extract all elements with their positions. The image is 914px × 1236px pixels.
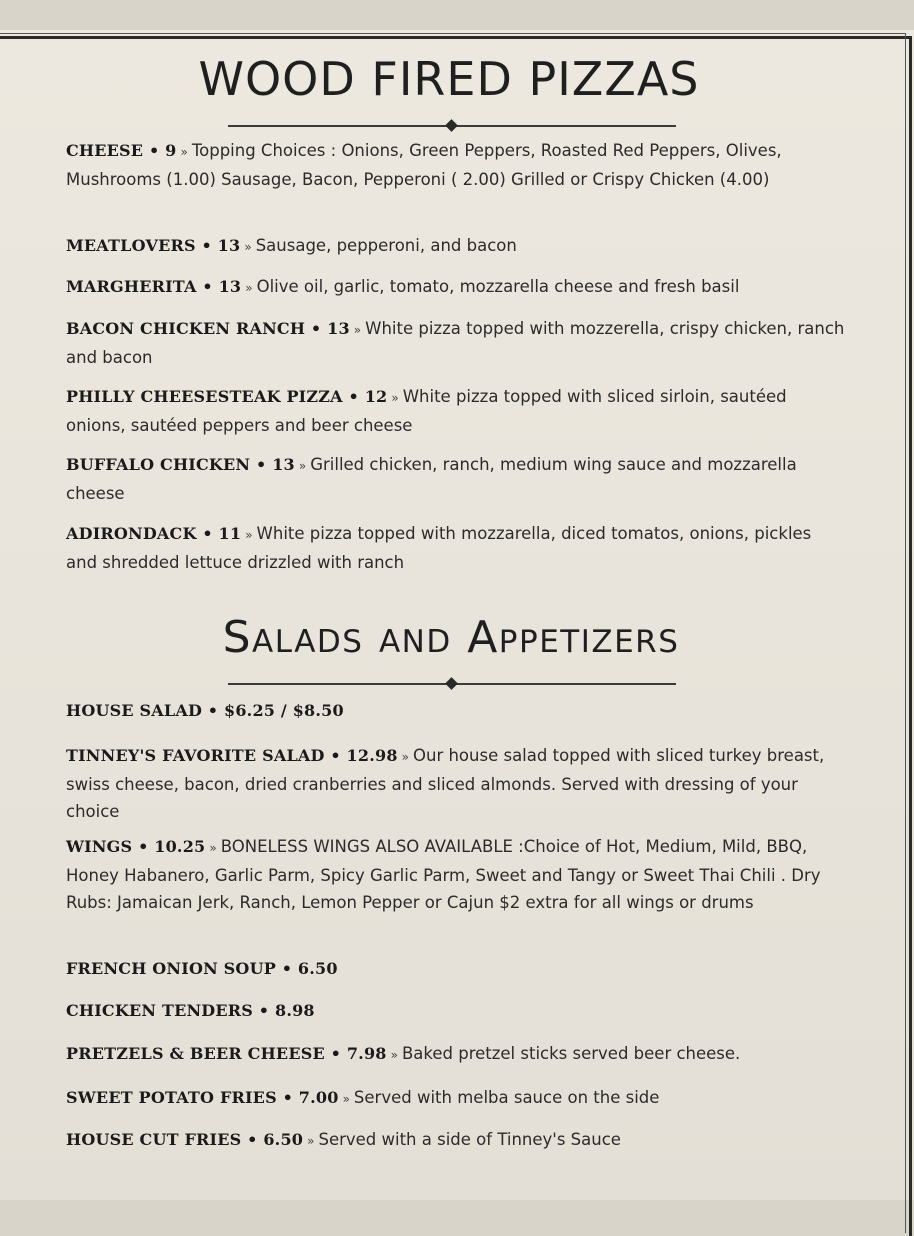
arrow-separator: » xyxy=(353,323,362,337)
arrow-separator: » xyxy=(401,750,409,764)
arrow-separator: » xyxy=(245,281,253,295)
item-name: SWEET POTATO FRIES • 7.00 xyxy=(66,1088,339,1107)
item-description: Served with a side of Tinney's Sauce xyxy=(318,1130,621,1149)
item-description: Served with melba sauce on the side xyxy=(353,1088,660,1107)
arrow-separator: » xyxy=(391,391,399,405)
item-name: CHICKEN TENDERS • 8.98 xyxy=(66,1001,315,1020)
item-name: FRENCH ONION SOUP • 6.50 xyxy=(66,959,338,978)
menu-item-french-onion-soup xyxy=(66,955,846,982)
menu-item-sweet-potato-fries xyxy=(66,1084,846,1113)
item-description: Topping Choices : Onions, Green Peppers, Roasted Red Peppers, Olives, Mushrooms (1.00) Sausage, Bacon, Pepperoni ( 2.00) Grilled or Crispy Chicken (4.00) xyxy=(66,141,782,189)
item-name: PRETZELS & BEER CHEESE • 7.98 xyxy=(66,1044,387,1063)
menu-item-house-cut-fries xyxy=(66,1126,846,1155)
arrow-separator: » xyxy=(180,145,188,159)
arrow-separator: » xyxy=(209,841,217,855)
arrow-separator: » xyxy=(244,240,252,254)
menu-item-bacon-chicken-ranch xyxy=(66,315,846,371)
item-description: Sausage, pepperoni, and bacon xyxy=(255,236,517,255)
item-name: BACON CHICKEN RANCH • 13 xyxy=(66,319,350,338)
section-title-salads: Salads and Appetizers xyxy=(222,612,680,663)
arrow-separator: » xyxy=(298,459,307,473)
item-name: CHEESE • 9 xyxy=(66,141,177,160)
menu-item-cheese xyxy=(66,137,846,193)
menu-item-tinneys-favorite-salad xyxy=(66,742,846,825)
item-description: White pizza topped with mozzarella, diced tomatos, onions, pickles and shredded lettuce drizzled with ranch xyxy=(66,524,812,572)
item-name: HOUSE CUT FRIES • 6.50 xyxy=(66,1130,304,1149)
divider-ornament xyxy=(228,120,676,132)
divider-ornament xyxy=(228,678,676,690)
menu-item-philly-cheesesteak xyxy=(66,383,846,439)
arrow-separator: » xyxy=(245,528,253,542)
arrow-separator: » xyxy=(390,1048,398,1062)
item-name: BUFFALO CHICKEN • 13 xyxy=(66,455,295,474)
menu-item-adirondack xyxy=(66,520,846,576)
arrow-separator: » xyxy=(307,1134,315,1148)
item-name: TINNEY'S FAVORITE SALAD • 12.98 xyxy=(66,746,398,765)
menu-item-house-salad xyxy=(66,697,846,724)
item-name: PHILLY CHEESESTEAK PIZZA • 12 xyxy=(66,387,388,406)
item-description: BONELESS WINGS ALSO AVAILABLE :Choice of Hot, Medium, Mild, BBQ, Honey Habanero, Garlic Parm, Spicy Garlic Parm, Sweet and Tangy or Sweet Thai Chili . Dry Rubs: Jamaican Jerk, Ranch, Lemon Pepper or Cajun $2 extra for all wings or drums xyxy=(66,837,821,912)
arrow-separator: » xyxy=(342,1092,350,1106)
item-description: Baked pretzel sticks served beer cheese. xyxy=(401,1044,741,1063)
menu-item-margherita xyxy=(66,273,846,302)
menu-item-pretzels-beer-cheese xyxy=(66,1040,846,1069)
item-name: MARGHERITA • 13 xyxy=(66,277,242,296)
item-description: White pizza topped with sliced sirloin, sautéed onions, sautéed peppers and beer cheese xyxy=(66,387,787,435)
item-description: Olive oil, garlic, tomato, mozzarella cheese and fresh basil xyxy=(256,277,740,296)
section-title-pizzas: WOOD FIRED PIZZAS xyxy=(198,52,700,106)
menu-item-wings xyxy=(66,833,846,916)
menu-item-meatlovers xyxy=(66,232,846,261)
item-name: ADIRONDACK • 11 xyxy=(66,524,242,543)
item-name: HOUSE SALAD • $6.25 / $8.50 xyxy=(66,701,344,720)
item-description: Our house salad topped with sliced turkey breast, swiss cheese, bacon, dried cranberries and sliced almonds. Served with dressing of your choice xyxy=(66,746,825,821)
item-name: MEATLOVERS • 13 xyxy=(66,236,241,255)
item-name: WINGS • 10.25 xyxy=(66,837,206,856)
diamond-icon xyxy=(445,119,458,132)
menu-item-buffalo-chicken xyxy=(66,451,846,507)
diamond-icon xyxy=(445,677,458,690)
menu-item-chicken-tenders xyxy=(66,997,846,1024)
item-description: Grilled chicken, ranch, medium wing sauce and mozzarella cheese xyxy=(66,455,797,503)
item-description: White pizza topped with mozzerella, crispy chicken, ranch and bacon xyxy=(66,319,845,367)
